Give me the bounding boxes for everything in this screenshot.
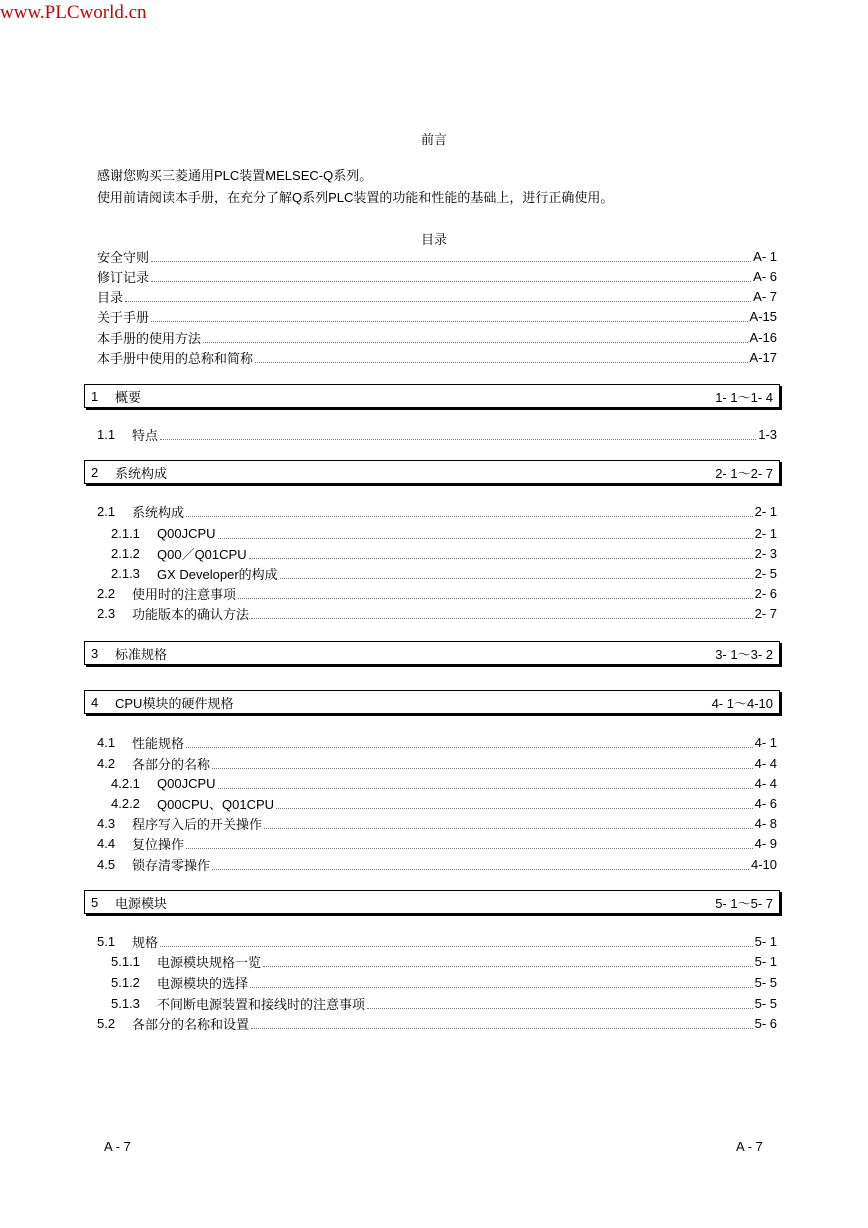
- section-number: 1.1: [97, 426, 116, 442]
- section-title: 程序写入后的开关操作: [132, 816, 263, 832]
- toc-entry-title: 关于手册: [97, 309, 150, 325]
- toc-leader-dots: [125, 290, 751, 302]
- section-page: 5- 5: [754, 995, 777, 1011]
- toc-leader-dots: [186, 505, 753, 517]
- toc-leader-dots: [218, 527, 753, 539]
- section-number: 2.2: [97, 585, 116, 601]
- section-page: 1-3: [758, 426, 777, 442]
- toc-section-entry[interactable]: [97, 424, 777, 444]
- toc-front-entry[interactable]: [97, 266, 777, 286]
- toc-section-entry[interactable]: [111, 951, 777, 971]
- toc-leader-dots: [251, 1017, 753, 1029]
- section-title: 电源模块规格一览: [157, 954, 262, 970]
- section-title: 各部分的名称: [132, 756, 211, 772]
- toc-section-entry[interactable]: [111, 773, 777, 793]
- toc-entry-page: A-15: [749, 308, 777, 324]
- toc-leader-dots: [367, 997, 753, 1009]
- toc-section-entry[interactable]: [97, 813, 777, 833]
- section-title: 性能规格: [132, 735, 185, 751]
- section-page: 4-10: [750, 856, 777, 872]
- section-number: 4.2.2: [111, 795, 140, 811]
- chapter-number: 1: [91, 388, 99, 404]
- section-number: 4.2: [97, 755, 116, 771]
- toc-front-entry[interactable]: [97, 246, 777, 266]
- toc-leader-dots: [218, 777, 753, 789]
- section-page: 2- 1: [754, 525, 777, 541]
- section-title: 不间断电源装置和接线时的注意事项: [157, 996, 366, 1012]
- section-title: 特点: [132, 427, 159, 443]
- toc-front-entry[interactable]: [97, 306, 777, 326]
- section-page: 4- 1: [754, 734, 777, 750]
- section-number: 5.2: [97, 1015, 116, 1031]
- section-page: 2- 6: [754, 585, 777, 601]
- section-title: Q00JCPU: [157, 775, 216, 791]
- section-number: 5.1.2: [111, 974, 140, 990]
- toc-section-entry[interactable]: [97, 854, 777, 874]
- toc-leader-dots: [238, 587, 753, 599]
- chapter-header-4[interactable]: [84, 690, 780, 714]
- toc-entry-title: 安全守则: [97, 249, 150, 265]
- toc-leader-dots: [151, 310, 748, 322]
- section-number: 2.1.2: [111, 545, 140, 561]
- toc-leader-dots: [255, 351, 748, 363]
- section-number: 4.1: [97, 734, 116, 750]
- toc-leader-dots: [186, 736, 753, 748]
- chapter-page-range: 2- 1～2- 7: [715, 465, 773, 481]
- section-title: Q00CPU、Q01CPU: [157, 796, 275, 812]
- toc-leader-dots: [280, 567, 753, 579]
- section-number: 4.5: [97, 856, 116, 872]
- section-number: 2.1.1: [111, 525, 140, 541]
- chapter-number: 5: [91, 894, 99, 910]
- chapter-page-range: 5- 1～5- 7: [715, 895, 773, 911]
- section-page: 5- 1: [754, 933, 777, 949]
- toc-leader-dots: [263, 955, 753, 967]
- toc-leader-dots: [203, 331, 748, 343]
- toc-section-entry[interactable]: [97, 931, 777, 951]
- intro-line-2: 使用前请阅读本手册，在充分了解Q系列PLC装置的功能和性能的基础上，进行正确使用。: [97, 190, 614, 205]
- toc-front-entry[interactable]: [97, 327, 777, 347]
- section-page: 5- 6: [754, 1015, 777, 1031]
- chapter-title: CPU模块的硬件规格: [115, 695, 234, 711]
- toc-section-entry[interactable]: [97, 501, 777, 521]
- chapter-header-3[interactable]: [84, 641, 780, 665]
- toc-section-entry[interactable]: [111, 563, 777, 583]
- section-title: 系统构成: [132, 504, 185, 520]
- section-page: 4- 6: [754, 795, 777, 811]
- toc-entry-title: 本手册的使用方法: [97, 330, 202, 346]
- toc-section-entry[interactable]: [97, 603, 777, 623]
- toc-leader-dots: [249, 547, 753, 559]
- section-title: Q00JCPU: [157, 525, 216, 541]
- toc-leader-dots: [186, 837, 753, 849]
- toc-entry-page: A-17: [749, 349, 777, 365]
- section-title: 规格: [132, 934, 159, 950]
- section-page: 5- 5: [754, 974, 777, 990]
- toc-front-entry[interactable]: [97, 347, 777, 367]
- section-number: 2.1: [97, 503, 116, 519]
- chapter-number: 2: [91, 464, 99, 480]
- toc-section-entry[interactable]: [97, 1013, 777, 1033]
- section-page: 4- 8: [754, 815, 777, 831]
- section-number: 2.3: [97, 605, 116, 621]
- section-title: GX Developer的构成: [157, 566, 278, 582]
- section-number: 5.1.3: [111, 995, 140, 1011]
- intro-line-1: 感谢您购买三菱通用PLC装置MELSEC-Q系列。: [97, 168, 373, 183]
- toc-leader-dots: [276, 797, 753, 809]
- toc-entry-title: 修订记录: [97, 269, 150, 285]
- chapter-title: 系统构成: [115, 465, 168, 481]
- toc-section-entry[interactable]: [111, 972, 777, 992]
- chapter-page-range: 1- 1～1- 4: [715, 389, 773, 405]
- section-number: 5.1: [97, 933, 116, 949]
- toc-leader-dots: [160, 428, 756, 440]
- chapter-title: 标准规格: [115, 646, 168, 662]
- chapter-title: 概要: [115, 389, 142, 405]
- section-page: 2- 3: [754, 545, 777, 561]
- section-title: 复位操作: [132, 836, 185, 852]
- section-page: 4- 4: [754, 775, 777, 791]
- toc-entry-page: A-16: [749, 329, 777, 345]
- watermark: www.PLCworld.cn: [0, 2, 147, 23]
- toc-leader-dots: [251, 607, 753, 619]
- section-page: 2- 5: [754, 565, 777, 581]
- toc-section-entry[interactable]: [111, 793, 777, 813]
- chapter-page-range: 3- 1～3- 2: [715, 646, 773, 662]
- section-page: 2- 1: [754, 503, 777, 519]
- section-page: 4- 9: [754, 835, 777, 851]
- toc-leader-dots: [160, 935, 753, 947]
- toc-entry-page: A- 6: [753, 268, 777, 284]
- section-title: 使用时的注意事项: [132, 586, 237, 602]
- toc-section-entry[interactable]: [97, 583, 777, 603]
- section-page: 4- 4: [754, 755, 777, 771]
- toc-section-entry[interactable]: [97, 833, 777, 853]
- toc-leader-dots: [151, 250, 751, 262]
- section-title: 功能版本的确认方法: [132, 606, 250, 622]
- section-number: 4.2.1: [111, 775, 140, 791]
- chapter-header-2[interactable]: [84, 460, 780, 484]
- toc-front-entry[interactable]: [97, 286, 777, 306]
- section-title: 各部分的名称和设置: [132, 1016, 250, 1032]
- section-page: 2- 7: [754, 605, 777, 621]
- chapter-header-1[interactable]: [84, 384, 780, 408]
- toc-section-entry[interactable]: [111, 543, 777, 563]
- chapter-number: 3: [91, 645, 99, 661]
- section-title: Q00／Q01CPU: [157, 546, 247, 562]
- toc-leader-dots: [212, 757, 753, 769]
- toc-leader-dots: [250, 976, 753, 988]
- toc-entry-title: 目录: [97, 289, 124, 305]
- toc-leader-dots: [264, 817, 753, 829]
- section-title: 锁存清零操作: [132, 857, 211, 873]
- section-page: 5- 1: [754, 953, 777, 969]
- section-number: 4.4: [97, 835, 116, 851]
- section-number: 5.1.1: [111, 953, 140, 969]
- toc-section-entry[interactable]: [97, 732, 777, 752]
- toc-section-entry[interactable]: [111, 523, 777, 543]
- footer-page-right: A - 7: [736, 1139, 763, 1154]
- foreword-title: 前言: [420, 132, 447, 147]
- section-title: 电源模块的选择: [157, 975, 249, 991]
- toc-section-entry[interactable]: [97, 753, 777, 773]
- toc-entry-title: 本手册中使用的总称和简称: [97, 350, 254, 366]
- toc-leader-dots: [151, 270, 751, 282]
- section-number: 4.3: [97, 815, 116, 831]
- footer-page-left: A - 7: [104, 1139, 131, 1154]
- chapter-header-5[interactable]: [84, 890, 780, 914]
- toc-leader-dots: [212, 858, 749, 870]
- toc-section-entry[interactable]: [111, 993, 777, 1013]
- toc-entry-page: A- 7: [753, 288, 777, 304]
- toc-entry-page: A- 1: [753, 248, 777, 264]
- chapter-page-range: 4- 1～4-10: [711, 695, 773, 711]
- toc-title: 目录: [420, 232, 447, 247]
- section-number: 2.1.3: [111, 565, 140, 581]
- chapter-number: 4: [91, 694, 99, 710]
- chapter-title: 电源模块: [115, 895, 168, 911]
